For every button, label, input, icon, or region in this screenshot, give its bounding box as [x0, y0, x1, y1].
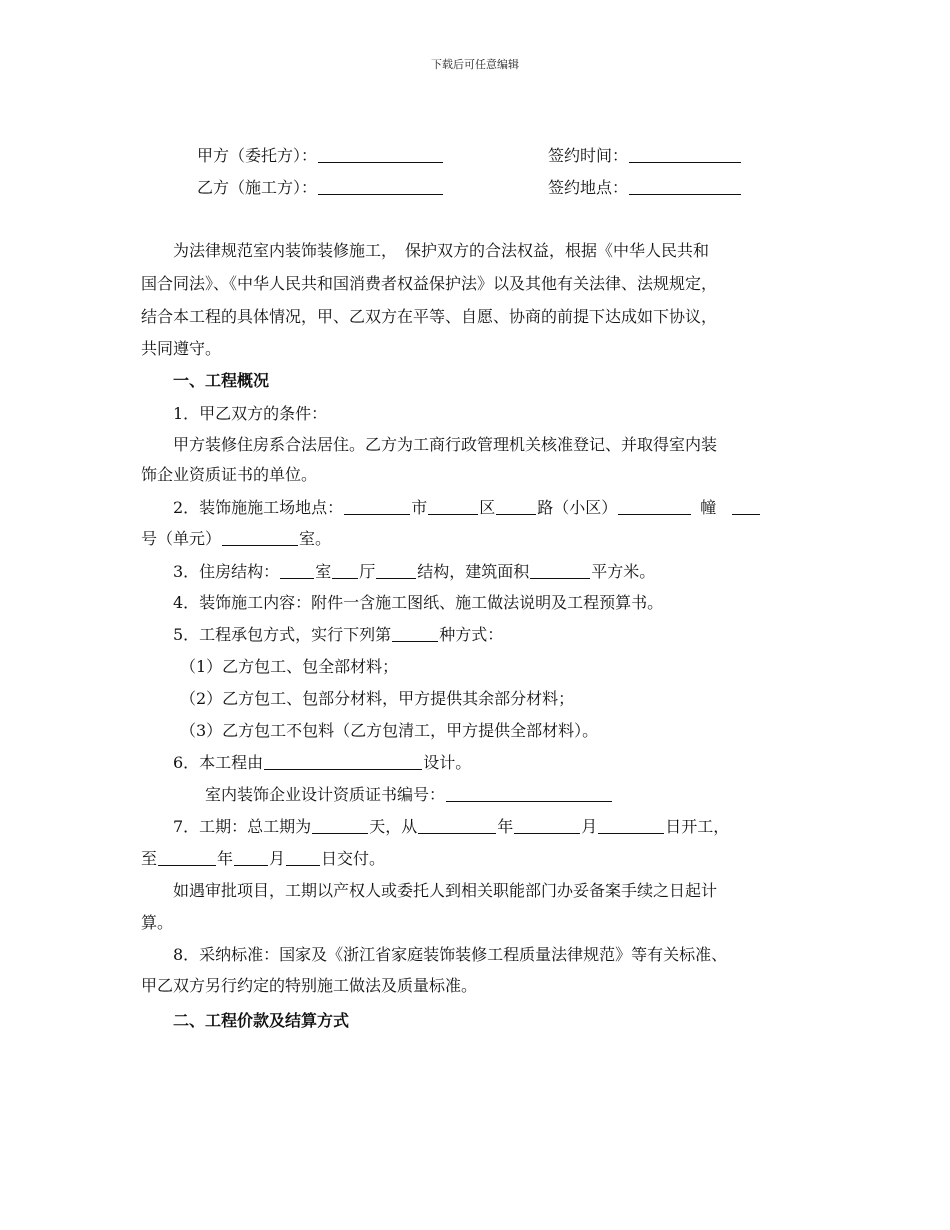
contract-method-blank[interactable]	[392, 625, 438, 642]
item-7-note-line-2: 算。	[141, 913, 174, 932]
road-blank[interactable]	[496, 498, 536, 515]
item-1-text-line-1: 甲方装修住房系合法居住。乙方为工商行政管理机关核准登记、并取得室内装	[173, 435, 718, 454]
room-label: 室。	[299, 529, 332, 548]
month2-label: 月	[269, 849, 286, 868]
item-6-prefix: 6．本工程由	[173, 753, 264, 772]
end-day-blank[interactable]	[286, 849, 320, 866]
sign-place-blank[interactable]	[629, 178, 741, 195]
end-year-blank[interactable]	[158, 849, 216, 866]
item-2-prefix: 2．装饰施施工场地点：	[173, 498, 344, 517]
start-year-blank[interactable]	[418, 817, 496, 834]
city-blank[interactable]	[344, 498, 410, 515]
total-days-blank[interactable]	[312, 817, 368, 834]
party-b-line	[197, 177, 444, 199]
sign-place-label: 签约地点：	[548, 178, 629, 197]
item-5-option-2: （2）乙方包工、包部分材料，甲方提供其余部分材料；	[180, 689, 575, 708]
cert-label: 室内装饰企业设计资质证书编号：	[205, 785, 446, 804]
sign-time-label: 签约时间：	[548, 146, 629, 165]
item-5	[173, 624, 503, 646]
item-1: 1．甲乙双方的条件：	[173, 404, 328, 423]
preamble-line-4: 共同遵守。	[141, 339, 222, 358]
room-number-blank[interactable]	[222, 529, 298, 546]
start-label: 日开工，	[665, 817, 730, 836]
road-label: 路（小区）	[537, 498, 618, 517]
area-blank[interactable]	[530, 562, 590, 579]
number-blank[interactable]	[732, 498, 760, 515]
halls-label: 厅	[359, 562, 376, 581]
structure-label: 结构，建筑面积	[417, 562, 530, 581]
item-7-line-1	[173, 816, 729, 838]
halls-blank[interactable]	[332, 562, 358, 579]
year-label: 年	[497, 817, 514, 836]
section-2-title: 二、工程价款及结算方式	[173, 1011, 350, 1030]
party-a-line	[197, 145, 444, 167]
district-blank[interactable]	[428, 498, 478, 515]
delivery-label: 日交付。	[321, 849, 386, 868]
item-6	[173, 752, 471, 774]
area-unit-label: 平方米。	[591, 562, 656, 581]
item-4: 4．装饰施工内容：附件一含施工图纸、施工做法说明及工程预算书。	[173, 593, 664, 612]
item-8-line-2: 甲乙双方另行约定的特别施工做法及质量标准。	[141, 976, 478, 995]
item-5-option-3: （3）乙方包工不包料（乙方包清工，甲方提供全部材料）。	[180, 721, 599, 740]
item-7-line-2	[141, 848, 385, 870]
item-2-line-2	[141, 528, 331, 550]
item-7-note-line-1: 如遇审批项目，工期以产权人或委托人到相关职能部门办妥备案手续之日起计	[173, 881, 718, 900]
item-5-option-1: （1）乙方包工、包全部材料；	[180, 657, 399, 676]
building-blank[interactable]	[618, 498, 691, 515]
preamble-line-2: 国合同法》、《中华人民共和国消费者权益保护法》以及其他有关法律、法规规定，	[141, 274, 718, 293]
party-b-blank[interactable]	[318, 178, 443, 195]
building-label: 幢	[700, 498, 717, 517]
end-month-blank[interactable]	[234, 849, 268, 866]
item-3	[173, 561, 655, 583]
structure-blank[interactable]	[376, 562, 416, 579]
cert-number-blank[interactable]	[446, 785, 612, 802]
item-2-line-1	[173, 497, 761, 519]
unit-label: 号（单元）	[141, 529, 222, 548]
party-a-label: 甲方（委托方）：	[197, 146, 318, 165]
sign-time-blank[interactable]	[629, 146, 741, 163]
sign-place-line	[548, 177, 742, 199]
item-8-line-1: 8．采纳标准：国家及《浙江省家庭装饰装修工程质量法律规范》等有关标准、	[173, 945, 728, 964]
party-a-blank[interactable]	[318, 146, 443, 163]
start-day-blank[interactable]	[598, 817, 664, 834]
preamble-line-3: 结合本工程的具体情况，甲、乙双方在平等、自愿、协商的前提下达成如下协议，	[141, 307, 718, 326]
days-label: 天，从	[369, 817, 418, 836]
sign-time-line	[548, 145, 742, 167]
item-5-prefix: 5．工程承包方式，实行下列第	[173, 625, 392, 644]
party-b-label: 乙方（施工方）：	[197, 178, 318, 197]
month-label: 月	[581, 817, 598, 836]
header-note: 下载后可任意编辑	[431, 58, 519, 71]
item-3-prefix: 3．住房结构：	[173, 562, 280, 581]
district-label: 区	[479, 498, 496, 517]
item-5-suffix: 种方式：	[439, 625, 504, 644]
start-month-blank[interactable]	[514, 817, 580, 834]
rooms-blank[interactable]	[280, 562, 314, 579]
item-1-text-line-2: 饰企业资质证书的单位。	[141, 465, 318, 484]
item-6-suffix: 设计。	[423, 753, 472, 772]
city-label: 市	[411, 498, 428, 517]
designer-blank[interactable]	[264, 753, 422, 770]
cert-line	[205, 784, 613, 806]
year2-label: 年	[217, 849, 234, 868]
to-label: 至	[141, 849, 158, 868]
item-7-prefix: 7．工期：总工期为	[173, 817, 312, 836]
preamble-line-1: 为法律规范室内装饰装修施工， 保护双方的合法权益，根据《中华人民共和	[173, 241, 710, 260]
rooms-label: 室	[315, 562, 332, 581]
section-1-title: 一、工程概况	[173, 371, 270, 390]
